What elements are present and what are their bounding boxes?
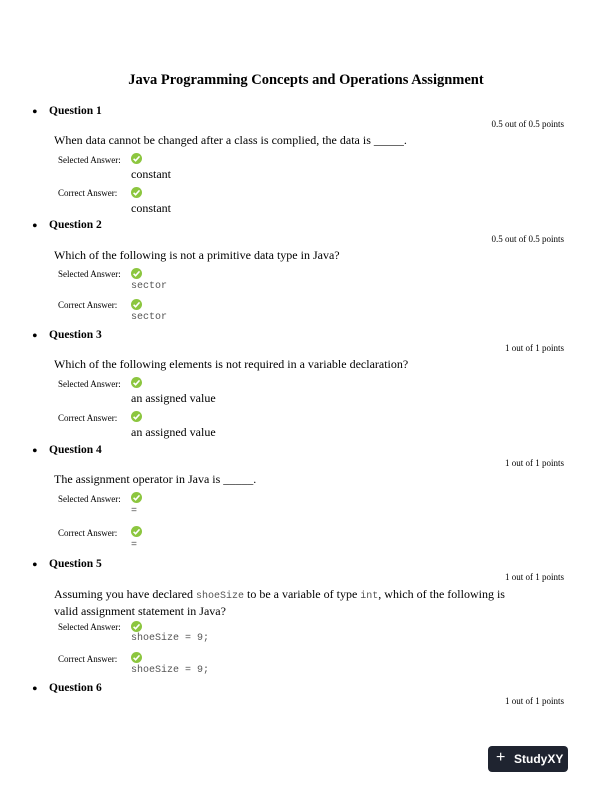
correct-answer-label: Correct Answer: <box>58 528 118 538</box>
check-circle-icon <box>131 621 142 632</box>
correct-answer-label: Correct Answer: <box>58 413 118 423</box>
check-circle-icon <box>131 411 142 422</box>
question-heading: Question 2 <box>49 219 102 231</box>
selected-answer-label: Selected Answer: <box>58 494 121 504</box>
points-score: 1 out of 1 points <box>504 696 564 706</box>
selected-answer-value: shoeSize = 9; <box>131 633 210 644</box>
correct-answer-label: Correct Answer: <box>58 188 118 198</box>
question-text-part: Assuming you have declared <box>54 587 196 601</box>
bullet: • <box>32 218 38 235</box>
points-score: 1 out of 1 points <box>504 572 564 582</box>
correct-answer-value: an assigned value <box>131 425 216 439</box>
question-heading: Question 6 <box>49 682 102 694</box>
points-score: 0.5 out of 0.5 points <box>491 119 564 129</box>
bullet: • <box>32 443 38 460</box>
check-circle-icon <box>131 377 142 388</box>
selected-answer-label: Selected Answer: <box>58 379 121 389</box>
bullet: • <box>32 104 38 121</box>
page-title: Java Programming Concepts and Operations Assignment <box>128 72 484 88</box>
points-score: 1 out of 1 points <box>504 343 564 353</box>
question-text-part: to be a variable of type <box>243 587 361 601</box>
question-text: When data cannot be changed after a class is complied, the data is _____. <box>54 133 407 147</box>
correct-answer-label: Correct Answer: <box>58 654 118 664</box>
correct-answer-value: constant <box>131 201 171 215</box>
question-text: Which of the following elements is not required in a variable declaration? <box>54 357 409 371</box>
check-circle-icon <box>131 187 142 198</box>
selected-answer-value: an assigned value <box>131 391 216 405</box>
correct-answer-value: = <box>131 540 138 551</box>
question-text <box>54 587 514 618</box>
question-text-part: valid assignment statement in Java? <box>54 604 226 618</box>
selected-answer-value: sector <box>131 281 168 292</box>
correct-answer-label: Correct Answer: <box>58 300 118 310</box>
question-text-part: , which of the following is <box>378 587 505 601</box>
check-circle-icon <box>131 153 142 164</box>
question-heading: Question 5 <box>49 558 102 570</box>
check-circle-icon <box>131 526 142 537</box>
bullet: • <box>32 681 38 698</box>
question-heading: Question 3 <box>49 329 102 341</box>
inline-code: shoeSize <box>195 591 244 602</box>
selected-answer-value: = <box>131 506 138 517</box>
points-score: 1 out of 1 points <box>504 458 564 468</box>
selected-answer-label: Selected Answer: <box>58 155 121 165</box>
check-circle-icon <box>131 652 142 663</box>
brand-name: StudyXY <box>514 752 564 766</box>
selected-answer-label: Selected Answer: <box>58 269 121 279</box>
inline-code: int <box>360 591 379 602</box>
studyxy-logo <box>488 746 568 772</box>
question-heading: Question 1 <box>49 105 102 117</box>
bullet: • <box>32 557 38 574</box>
question-text: The assignment operator in Java is _____. <box>54 472 257 486</box>
bullet: • <box>32 328 38 345</box>
selected-answer-value: constant <box>131 167 171 181</box>
check-circle-icon <box>131 268 142 279</box>
check-circle-icon <box>131 492 142 503</box>
question-text: Which of the following is not a primitive data type in Java? <box>54 248 340 262</box>
selected-answer-label: Selected Answer: <box>58 622 121 632</box>
plus-icon: + <box>496 749 506 766</box>
correct-answer-value: sector <box>131 312 168 323</box>
points-score: 0.5 out of 0.5 points <box>491 234 564 244</box>
question-heading: Question 4 <box>49 444 102 456</box>
correct-answer-value: shoeSize = 9; <box>131 665 210 676</box>
check-circle-icon <box>131 299 142 310</box>
